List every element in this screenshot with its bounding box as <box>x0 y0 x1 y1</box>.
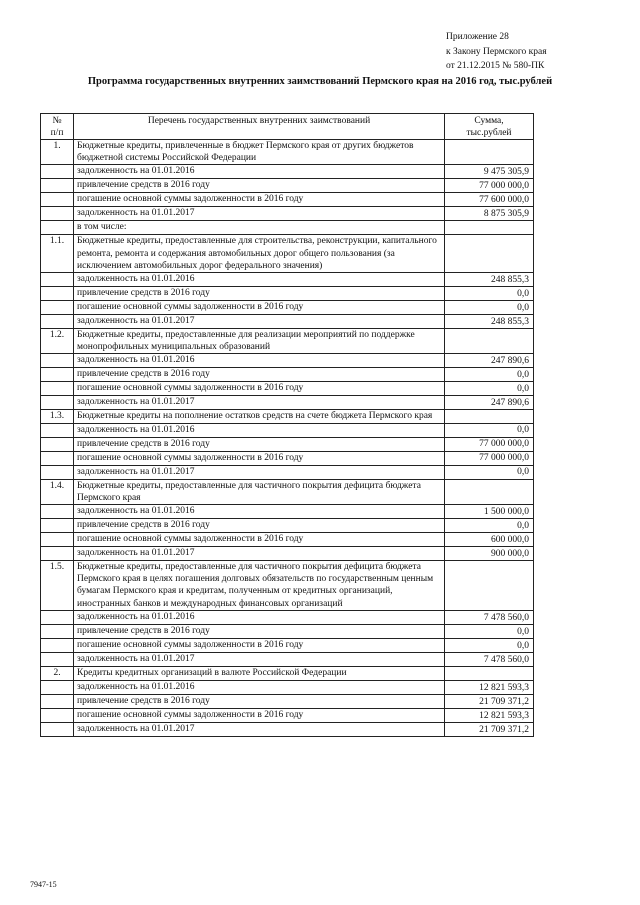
table-row <box>41 519 534 533</box>
row-amount: 0,0 <box>445 423 534 437</box>
table-row <box>41 708 534 722</box>
table-row <box>41 301 534 315</box>
table-row <box>41 694 534 708</box>
row-description: погашение основной суммы задолженности в 2016 году <box>74 301 445 315</box>
document-title: Программа государственных внутренних заимствований Пермского края на 2016 год, тыс.рублей <box>87 76 553 87</box>
row-number <box>41 519 74 533</box>
table-row <box>41 451 534 465</box>
row-number <box>41 301 74 315</box>
row-description: привлечение средств в 2016 году <box>74 519 445 533</box>
row-description: привлечение средств в 2016 году <box>74 179 445 193</box>
row-number <box>41 505 74 519</box>
row-amount: 7 478 560,0 <box>445 610 534 624</box>
row-number <box>41 179 74 193</box>
borrowings-table <box>40 113 534 737</box>
row-number: 1.1. <box>41 235 74 273</box>
row-description: погашение основной суммы задолженности в 2016 году <box>74 451 445 465</box>
row-number: 1. <box>41 140 74 165</box>
row-number <box>41 368 74 382</box>
table-row <box>41 368 534 382</box>
row-number <box>41 708 74 722</box>
row-amount <box>445 140 534 165</box>
row-amount <box>445 221 534 235</box>
row-amount <box>445 329 534 354</box>
appendix-line-3: от 21.12.2015 № 580-ПК <box>446 61 545 71</box>
row-number <box>41 610 74 624</box>
row-number <box>41 207 74 221</box>
table-row <box>41 179 534 193</box>
table-header-row <box>41 114 534 140</box>
row-description: в том числе: <box>74 221 445 235</box>
row-description: Бюджетные кредиты, предоставленные для строительства, реконструкции, капитального ремонта, ремонта и содержания автомобильных дорог общего пользования (за исключением автомобильных дорог федерального значения) <box>74 235 445 273</box>
row-number <box>41 638 74 652</box>
row-number <box>41 287 74 301</box>
row-amount: 12 821 593,3 <box>445 708 534 722</box>
table-row <box>41 315 534 329</box>
table-row <box>41 235 534 273</box>
row-amount: 77 000 000,0 <box>445 179 534 193</box>
appendix-note <box>446 30 547 74</box>
table-row <box>41 652 534 666</box>
row-amount <box>445 235 534 273</box>
row-description: задолженность на 01.01.2017 <box>74 207 445 221</box>
table-row <box>41 165 534 179</box>
table-row <box>41 561 534 611</box>
row-amount <box>445 561 534 611</box>
row-number <box>41 354 74 368</box>
row-number <box>41 315 74 329</box>
row-description: задолженность на 01.01.2016 <box>74 423 445 437</box>
row-amount <box>445 479 534 504</box>
row-description: задолженность на 01.01.2016 <box>74 165 445 179</box>
row-number <box>41 547 74 561</box>
table-row <box>41 505 534 519</box>
table-row <box>41 273 534 287</box>
row-amount: 0,0 <box>445 287 534 301</box>
table-row <box>41 680 534 694</box>
row-number <box>41 221 74 235</box>
row-number <box>41 273 74 287</box>
table-row <box>41 354 534 368</box>
row-amount: 248 855,3 <box>445 315 534 329</box>
row-amount <box>445 410 534 423</box>
appendix-line-1: Приложение 28 <box>446 32 509 42</box>
row-description: задолженность на 01.01.2017 <box>74 396 445 410</box>
row-number: 1.2. <box>41 329 74 354</box>
row-amount <box>445 666 534 680</box>
row-amount: 0,0 <box>445 638 534 652</box>
row-number <box>41 694 74 708</box>
row-description: задолженность на 01.01.2017 <box>74 652 445 666</box>
row-number: 1.3. <box>41 410 74 423</box>
row-number <box>41 680 74 694</box>
row-number <box>41 193 74 207</box>
row-description: Бюджетные кредиты, привлеченные в бюджет Пермского края от других бюджетов бюджетной системы Российской Федерации <box>74 140 445 165</box>
table-row <box>41 423 534 437</box>
row-amount: 0,0 <box>445 624 534 638</box>
row-amount: 8 875 305,9 <box>445 207 534 221</box>
table-row <box>41 624 534 638</box>
table-row <box>41 329 534 354</box>
row-description: задолженность на 01.01.2017 <box>74 315 445 329</box>
table-row <box>41 382 534 396</box>
row-amount: 1 500 000,0 <box>445 505 534 519</box>
row-amount: 12 821 593,3 <box>445 680 534 694</box>
row-description: погашение основной суммы задолженности в 2016 году <box>74 638 445 652</box>
row-number <box>41 533 74 547</box>
row-amount: 21 709 371,2 <box>445 694 534 708</box>
row-description: Бюджетные кредиты на пополнение остатков средств на счете бюджета Пермского края <box>74 410 445 423</box>
table-row <box>41 193 534 207</box>
table-row <box>41 638 534 652</box>
row-description: погашение основной суммы задолженности в 2016 году <box>74 708 445 722</box>
row-amount: 77 600 000,0 <box>445 193 534 207</box>
row-description: привлечение средств в 2016 году <box>74 694 445 708</box>
row-amount: 77 000 000,0 <box>445 437 534 451</box>
row-amount: 248 855,3 <box>445 273 534 287</box>
row-number <box>41 396 74 410</box>
table-row <box>41 207 534 221</box>
row-number: 2. <box>41 666 74 680</box>
row-number <box>41 165 74 179</box>
row-amount: 247 890,6 <box>445 396 534 410</box>
row-amount: 0,0 <box>445 465 534 479</box>
table-body <box>41 140 534 737</box>
row-amount: 9 475 305,9 <box>445 165 534 179</box>
row-amount: 900 000,0 <box>445 547 534 561</box>
row-description: привлечение средств в 2016 году <box>74 287 445 301</box>
row-description: погашение основной суммы задолженности в 2016 году <box>74 533 445 547</box>
row-description: Бюджетные кредиты, предоставленные для реализации мероприятий по поддержке монопрофильных муниципальных образований <box>74 329 445 354</box>
row-description: привлечение средств в 2016 году <box>74 368 445 382</box>
row-number <box>41 624 74 638</box>
row-amount: 247 890,6 <box>445 354 534 368</box>
row-description: задолженность на 01.01.2017 <box>74 722 445 736</box>
row-amount: 21 709 371,2 <box>445 722 534 736</box>
row-description: привлечение средств в 2016 году <box>74 437 445 451</box>
row-description: задолженность на 01.01.2016 <box>74 354 445 368</box>
row-description: задолженность на 01.01.2016 <box>74 273 445 287</box>
row-number <box>41 722 74 736</box>
row-description: Кредиты кредитных организаций в валюте Российской Федерации <box>74 666 445 680</box>
row-number <box>41 451 74 465</box>
row-amount: 7 478 560,0 <box>445 652 534 666</box>
table-row <box>41 437 534 451</box>
table-row <box>41 140 534 165</box>
row-amount: 0,0 <box>445 301 534 315</box>
header-number: № п/п <box>41 114 74 140</box>
header-description: Перечень государственных внутренних заимствований <box>74 114 445 140</box>
row-description: задолженность на 01.01.2016 <box>74 505 445 519</box>
table-row <box>41 547 534 561</box>
table-row <box>41 465 534 479</box>
table-row <box>41 410 534 423</box>
row-description: Бюджетные кредиты, предоставленные для частичного покрытия дефицита бюджета Пермского края в целях погашения долговых обязательств по государственным ценным бумагам Пермского края и кредитам, полученным от кредитных организаций, иностранных банков и международных финансовых организаций <box>74 561 445 611</box>
table-row <box>41 610 534 624</box>
row-number <box>41 382 74 396</box>
table-row <box>41 221 534 235</box>
appendix-line-2: к Закону Пермского края <box>446 46 547 57</box>
header-amount: Сумма, тыс.рублей <box>445 114 534 140</box>
row-amount: 0,0 <box>445 368 534 382</box>
page-footer-code: 7947-15 <box>30 880 57 889</box>
row-description: задолженность на 01.01.2016 <box>74 610 445 624</box>
row-amount: 600 000,0 <box>445 533 534 547</box>
row-description: погашение основной суммы задолженности в 2016 году <box>74 193 445 207</box>
row-number <box>41 437 74 451</box>
row-description: задолженность на 01.01.2017 <box>74 465 445 479</box>
row-number <box>41 465 74 479</box>
table-row <box>41 666 534 680</box>
table-row <box>41 533 534 547</box>
row-description: задолженность на 01.01.2017 <box>74 547 445 561</box>
table-row <box>41 396 534 410</box>
row-amount: 0,0 <box>445 519 534 533</box>
row-description: задолженность на 01.01.2016 <box>74 680 445 694</box>
row-amount: 77 000 000,0 <box>445 451 534 465</box>
row-description: привлечение средств в 2016 году <box>74 624 445 638</box>
table-row <box>41 722 534 736</box>
row-number <box>41 423 74 437</box>
row-number: 1.5. <box>41 561 74 611</box>
table-row <box>41 479 534 504</box>
row-description: погашение основной суммы задолженности в 2016 году <box>74 382 445 396</box>
table-row <box>41 287 534 301</box>
row-amount: 0,0 <box>445 382 534 396</box>
row-number: 1.4. <box>41 479 74 504</box>
row-number <box>41 652 74 666</box>
row-description: Бюджетные кредиты, предоставленные для частичного покрытия дефицита бюджета Пермского края <box>74 479 445 504</box>
